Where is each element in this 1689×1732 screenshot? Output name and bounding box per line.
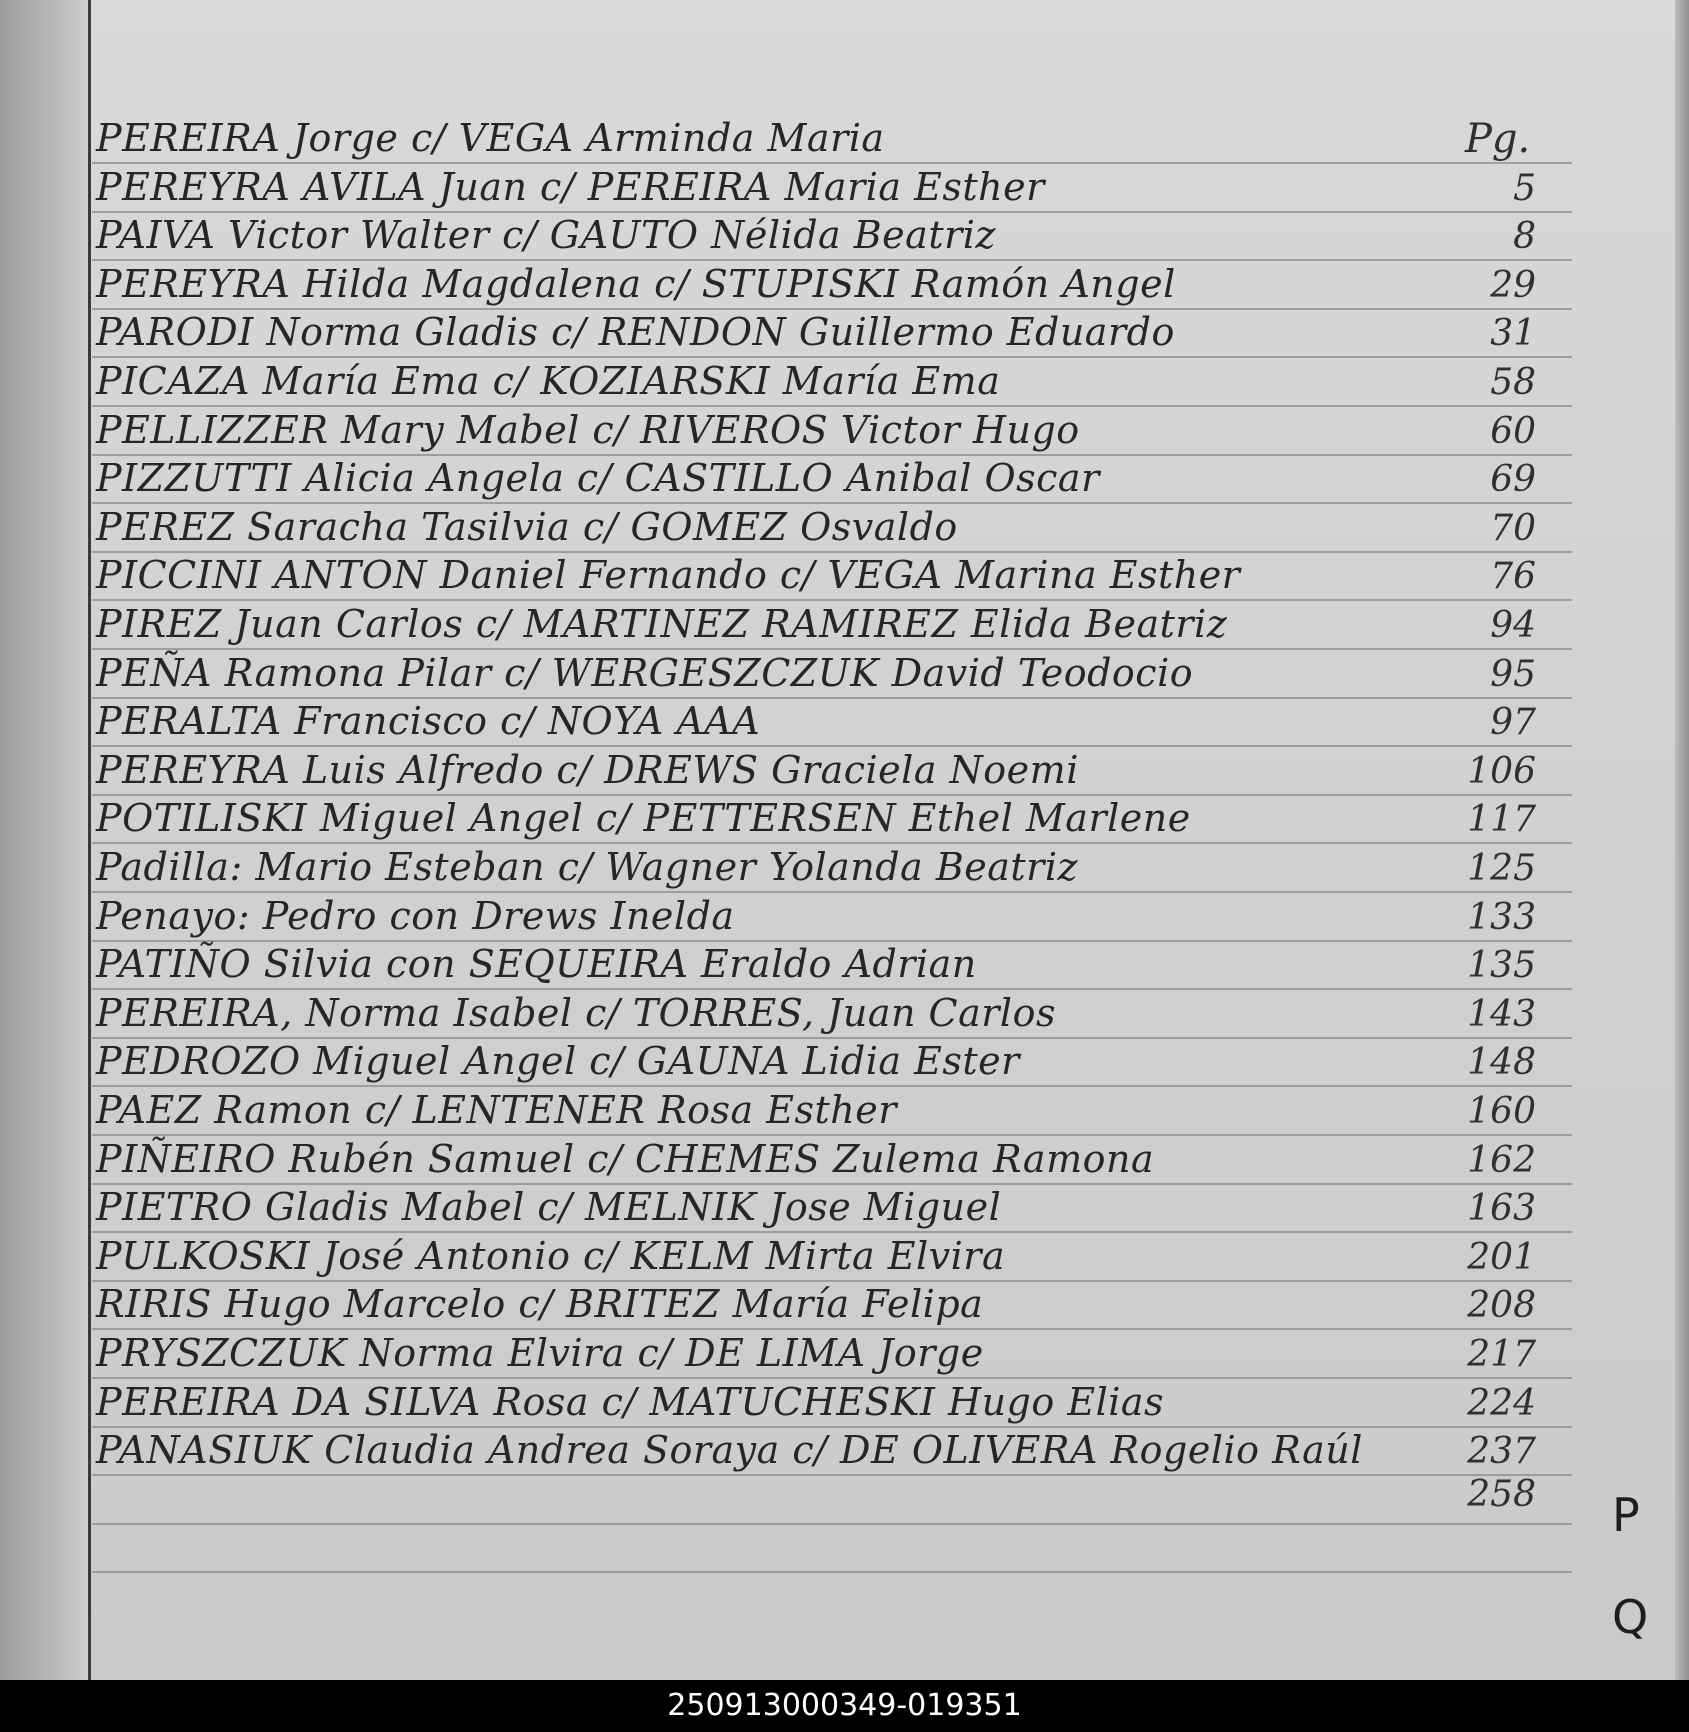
page-column-header: Pg. <box>1465 116 1531 162</box>
entry-names: PIÑEIRO Rubén Samuel c/ CHEMES Zulema Ramona <box>96 1136 1155 1181</box>
ruled-line <box>92 1523 1572 1525</box>
entry-names: PEREIRA DA SILVA Rosa c/ MATUCHESKI Hugo Elias <box>96 1379 1165 1424</box>
entry-names: PEREZ Saracha Tasilvia c/ GOMEZ Osvaldo <box>96 504 958 549</box>
entry-page-number: 58 <box>1490 362 1536 403</box>
entry-page-number: 117 <box>1467 799 1536 841</box>
entry-names: PATIÑO Silvia con SEQUEIRA Eraldo Adrian <box>96 942 977 987</box>
list-item <box>96 1185 1576 1233</box>
list-item <box>96 553 1576 601</box>
entry-names: PARODI Norma Gladis c/ RENDON Guillermo Eduardo <box>96 310 1175 355</box>
entry-page-number: 60 <box>1490 410 1536 452</box>
list-item <box>96 845 1576 893</box>
entry-page-number: 258 <box>1467 1473 1536 1515</box>
entry-page-number: 208 <box>1467 1285 1536 1327</box>
entry-names: PERALTA Francisco c/ NOYA AAA <box>96 699 761 744</box>
entry-page-number: 224 <box>1467 1382 1536 1424</box>
list-item <box>96 262 1576 310</box>
entry-page-number: 69 <box>1490 459 1536 501</box>
list-item <box>96 1282 1576 1330</box>
margin-line <box>88 0 91 1680</box>
entry-page-number: 94 <box>1490 605 1536 646</box>
list-item <box>96 942 1576 990</box>
entry-page-number: 148 <box>1467 1042 1536 1084</box>
entry-page-number: 5 <box>1513 167 1536 209</box>
entry-page-number: 125 <box>1467 848 1536 889</box>
list-item <box>96 748 1576 796</box>
entry-names: PIZZUTTI Alicia Angela c/ CASTILLO Anibal Oscar <box>96 456 1100 501</box>
entry-page-number: 143 <box>1467 993 1536 1035</box>
entry-names: PEREIRA Jorge c/ VEGA Arminda Maria <box>96 116 885 160</box>
entry-names: PIREZ Juan Carlos c/ MARTINEZ RAMIREZ Elida Beatriz <box>96 602 1228 646</box>
list-item <box>96 359 1576 407</box>
list-item <box>96 1331 1576 1379</box>
entry-names: PEÑA Ramona Pilar c/ WERGESZCZUK David Teodocio <box>96 650 1194 695</box>
entry-names: PULKOSKI José Antonio c/ KELM Mirta Elvira <box>96 1233 1006 1278</box>
entry-page-number: 31 <box>1490 313 1536 355</box>
entry-names: PEREYRA AVILA Juan c/ PEREIRA Maria Esther <box>96 164 1045 209</box>
list-item <box>96 1234 1576 1282</box>
entry-names: PEDROZO Miguel Angel c/ GAUNA Lidia Ester <box>96 1039 1020 1084</box>
list-item <box>96 651 1576 699</box>
footer-id: 250913000349-019351 <box>0 1680 1689 1732</box>
entry-page-number: 133 <box>1467 896 1536 938</box>
page-edge <box>1675 0 1689 1680</box>
entry-page-number: 201 <box>1467 1236 1536 1278</box>
entry-names: PEREYRA Luis Alfredo c/ DREWS Graciela Noemi <box>96 747 1079 792</box>
entry-page-number: 237 <box>1467 1431 1536 1473</box>
list-item <box>96 310 1576 358</box>
entry-names: PICCINI ANTON Daniel Fernando c/ VEGA Marina Esther <box>96 553 1241 598</box>
list-item <box>96 116 1576 164</box>
list-item <box>96 408 1576 456</box>
entry-names: Penayo: Pedro con Drews Inelda <box>96 893 735 938</box>
entry-names: PANASIUK Claudia Andrea Soraya c/ DE OLIVERA Rogelio Raúl <box>96 1428 1363 1473</box>
binding-shadow <box>0 0 88 1680</box>
entry-names: PAEZ Ramon c/ LENTENER Rosa Esther <box>96 1088 897 1132</box>
list-item <box>96 1471 1576 1519</box>
entry-names: PIETRO Gladis Mabel c/ MELNIK Jose Miguel <box>96 1185 1002 1230</box>
entry-names: Padilla: Mario Esteban c/ Wagner Yolanda Beatriz <box>96 845 1078 889</box>
list-item <box>96 602 1576 650</box>
list-item <box>96 1137 1576 1185</box>
list-item <box>96 505 1576 553</box>
entry-page-number: 217 <box>1467 1334 1536 1375</box>
entry-names: POTILISKI Miguel Angel c/ PETTERSEN Ethel Marlene <box>96 796 1191 841</box>
list-item <box>96 213 1576 261</box>
entry-names: PAIVA Victor Walter c/ GAUTO Nélida Beatriz <box>96 213 996 258</box>
entry-names: PRYSZCZUK Norma Elvira c/ DE LIMA Jorge <box>96 1331 984 1375</box>
entry-page-number: 135 <box>1467 945 1536 987</box>
list-item <box>96 991 1576 1039</box>
list-item <box>96 1428 1576 1476</box>
list-item <box>96 1380 1576 1428</box>
list-item <box>96 1039 1576 1087</box>
entry-page-number: 160 <box>1467 1091 1536 1132</box>
entry-names: PICAZA María Ema c/ KOZIARSKI María Ema <box>96 359 1001 403</box>
entry-names: PEREYRA Hilda Magdalena c/ STUPISKI Ramón Angel <box>96 261 1176 306</box>
entry-names: PELLIZZER Mary Mabel c/ RIVEROS Victor Hugo <box>96 407 1080 452</box>
entry-names: RIRIS Hugo Marcelo c/ BRITEZ María Felipa <box>96 1282 984 1327</box>
entry-names: PEREIRA, Norma Isabel c/ TORRES, Juan Carlos <box>96 990 1056 1035</box>
entry-page-number: 162 <box>1467 1139 1536 1181</box>
list-item <box>96 796 1576 844</box>
entry-page-number: 97 <box>1490 702 1536 744</box>
list-item <box>96 165 1576 213</box>
entry-page-number: 76 <box>1490 556 1536 598</box>
entry-page-number: 29 <box>1490 264 1536 306</box>
list-item <box>96 699 1576 747</box>
index-letter-p[interactable]: P <box>1612 1488 1640 1542</box>
entry-page-number: 106 <box>1467 750 1536 792</box>
list-item <box>96 456 1576 504</box>
entry-page-number: 95 <box>1490 653 1536 695</box>
list-item <box>96 894 1576 942</box>
index-letter-q[interactable]: Q <box>1612 1590 1649 1644</box>
list-item <box>96 1088 1576 1136</box>
entry-page-number: 163 <box>1467 1188 1536 1230</box>
ruled-line <box>92 1571 1572 1573</box>
entry-page-number: 8 <box>1513 216 1536 258</box>
entry-page-number: 70 <box>1490 507 1536 549</box>
